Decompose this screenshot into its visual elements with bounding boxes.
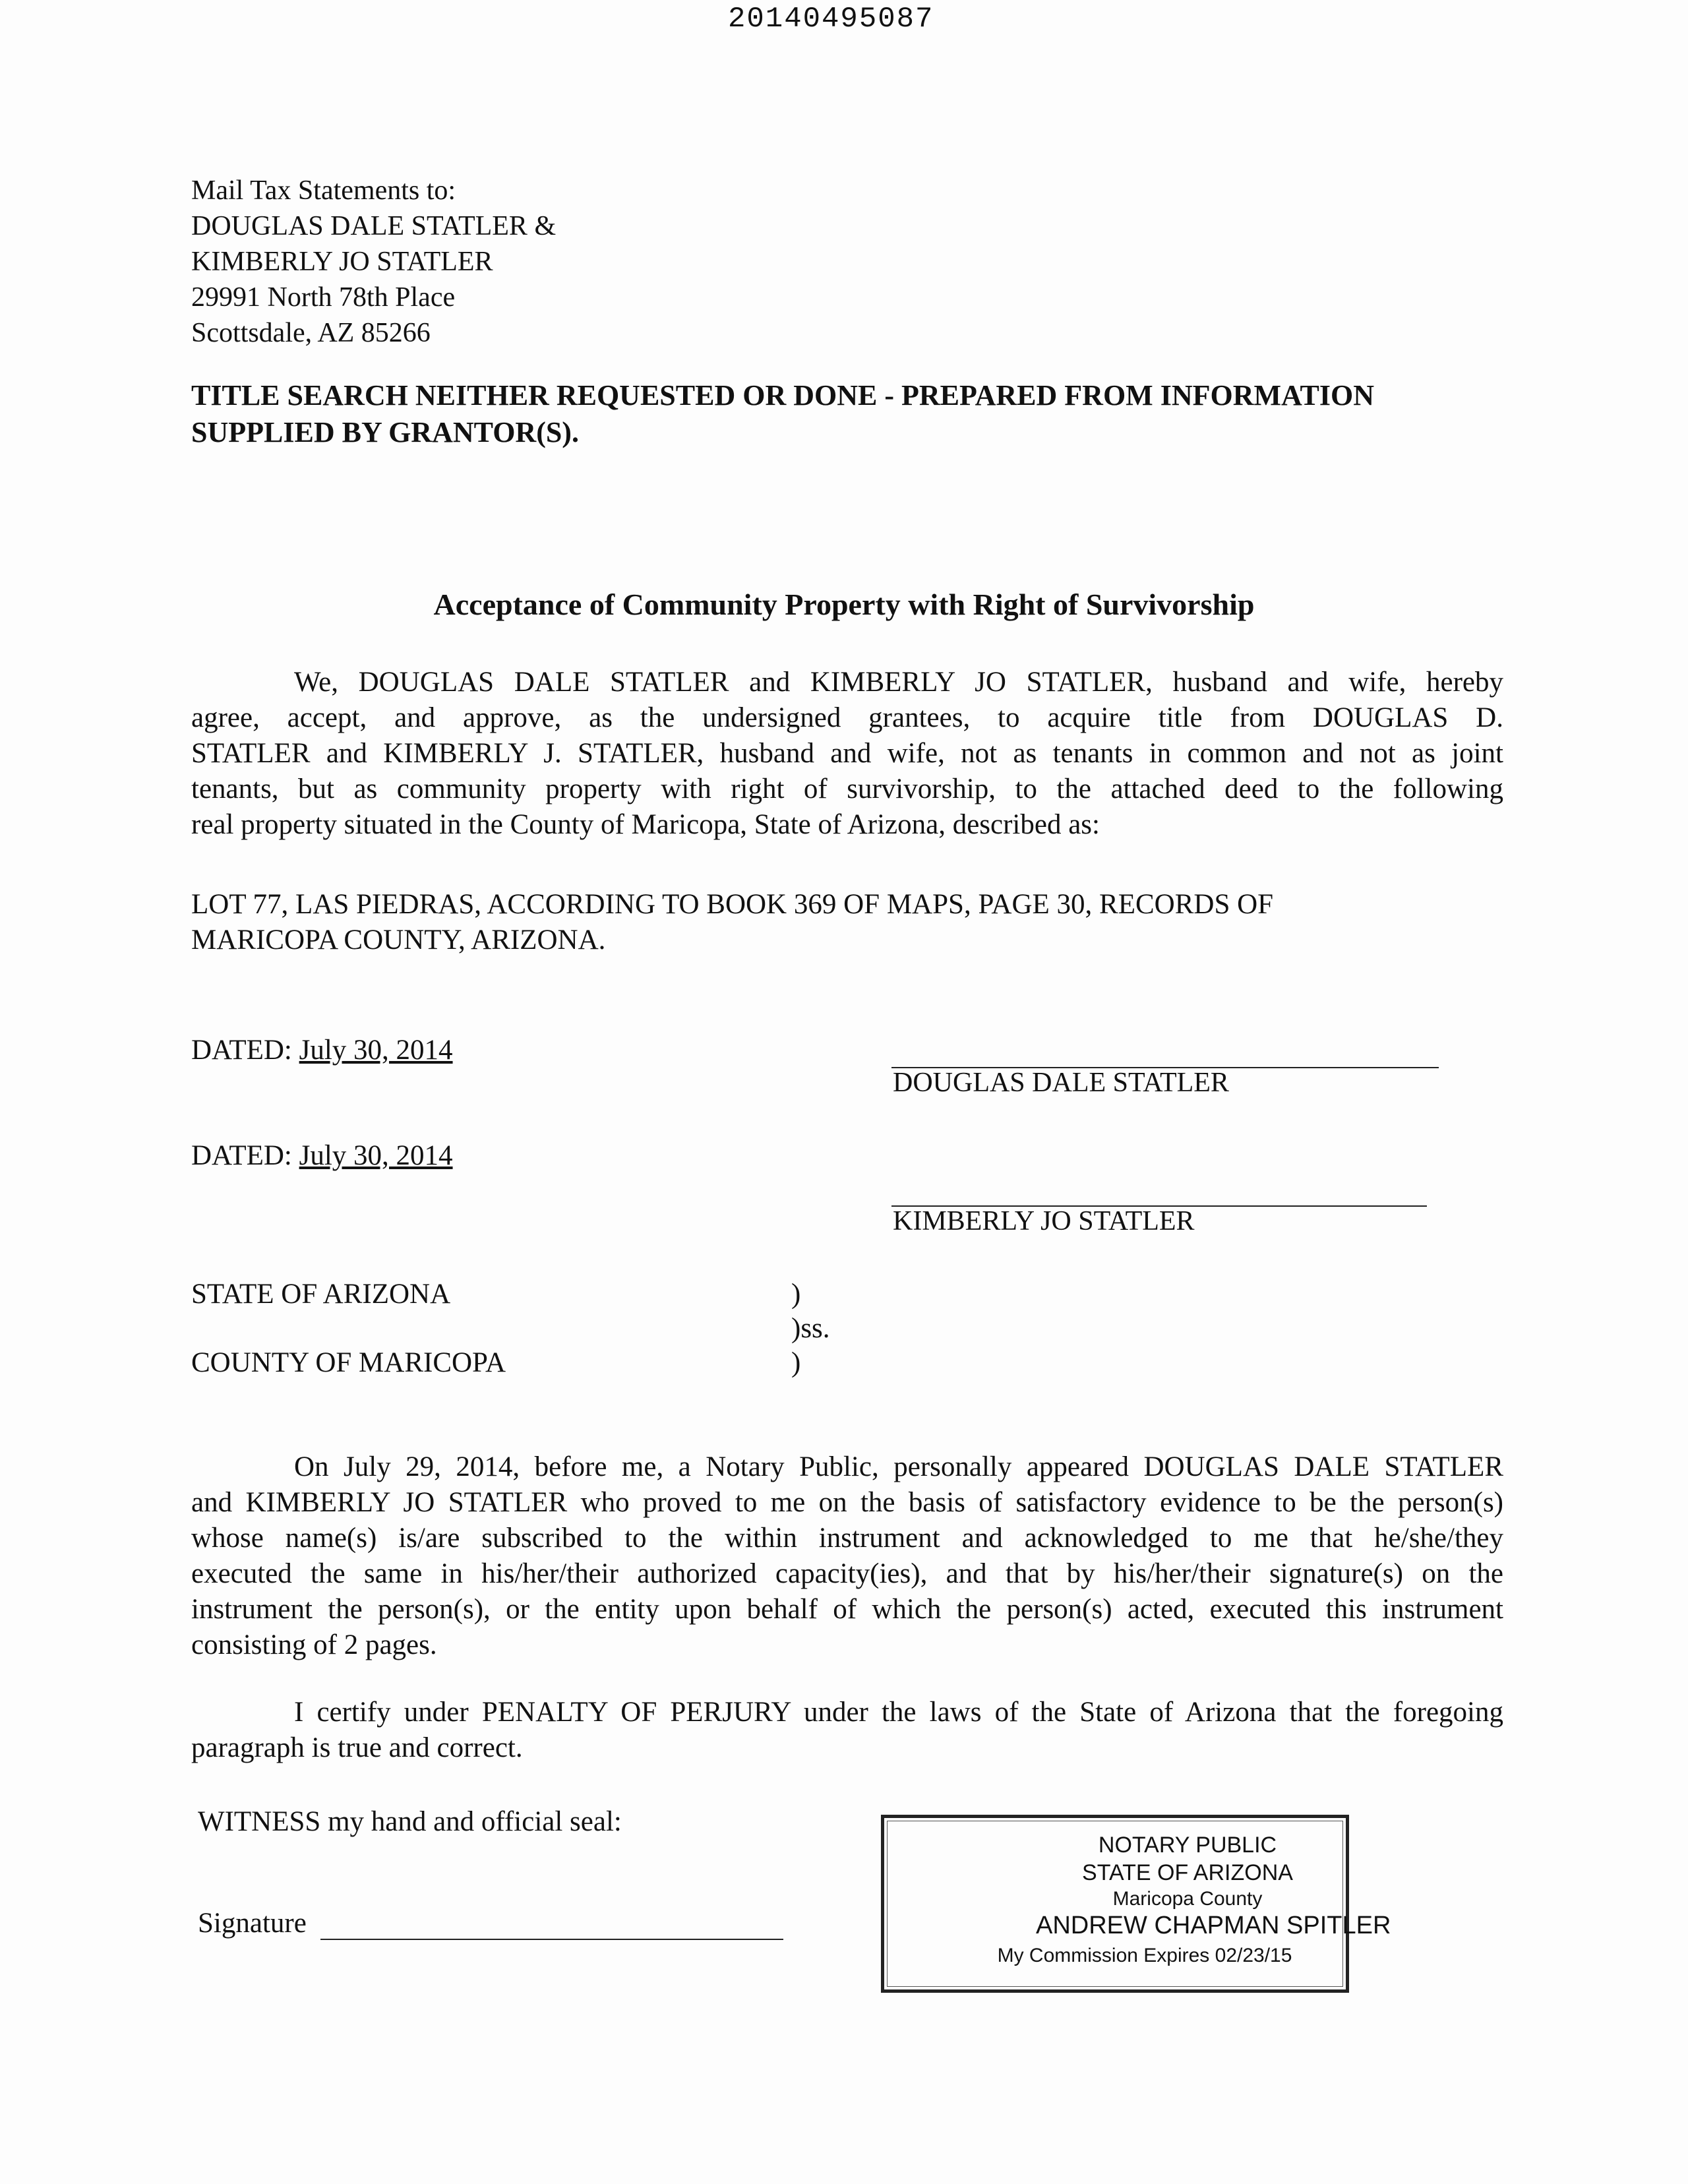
paragraph-line: instrument the person(s), or the entity upon behalf of which the person(s) acted, executed this instrument (191, 1594, 1503, 1625)
notary-signature-line (320, 1939, 783, 1940)
mail-tax-statements-block (191, 173, 556, 351)
signer-name-1: DOUGLAS DALE STATLER (893, 1068, 1229, 1098)
paragraph-line: real property situated in the County of Maricopa, State of Arizona, described as: (191, 809, 1100, 840)
acceptance-paragraph (191, 665, 1503, 843)
dated-label: DATED: (191, 1035, 292, 1066)
venue-paren-close: ) (791, 1347, 801, 1378)
venue-paren-open: ) (791, 1279, 801, 1310)
paragraph-line: consisting of 2 pages. (191, 1629, 437, 1660)
witness-label: WITNESS my hand and official seal: (198, 1806, 622, 1837)
legal-description (191, 887, 1273, 958)
notary-seal-stamp (881, 1815, 1391, 1993)
paragraph-line: whose name(s) is/are subscribed to the within instrument and acknowledged to me that he/she/they (191, 1523, 1503, 1554)
paragraph-line: STATLER and KIMBERLY J. STATLER, husband and wife, not as tenants in common and not as joint (191, 738, 1503, 769)
seal-county: Maricopa County (1112, 1888, 1263, 1910)
notice-line: SUPPLIED BY GRANTOR(S). (191, 416, 579, 448)
mail-line: 29991 North 78th Place (191, 282, 456, 313)
notary-acknowledgment-paragraph (191, 1449, 1503, 1663)
paragraph-line: executed the same in his/her/their authorized capacity(ies), and that by his/her/their signature(s) on the (191, 1558, 1503, 1589)
dated-row-1 (191, 1034, 453, 1066)
venue-ss: )ss. (791, 1313, 830, 1344)
dated-date: July 30, 2014 (299, 1035, 453, 1066)
document-title: Acceptance of Community Property with Right of Survivorship (433, 588, 1255, 621)
perjury-paragraph (191, 1695, 1503, 1766)
legal-line: MARICOPA COUNTY, ARIZONA. (191, 925, 606, 956)
recording-number: 20140495087 (728, 3, 934, 36)
legal-line: LOT 77, LAS PIEDRAS, ACCORDING TO BOOK 369 OF MAPS, PAGE 30, RECORDS OF (191, 889, 1274, 920)
paragraph-line: tenants, but as community property with right of survivorship, to the attached deed to the following (191, 774, 1503, 804)
paragraph-line: and KIMBERLY JO STATLER who proved to me on the basis of satisfactory evidence to be the person(s) (191, 1487, 1503, 1518)
paragraph-line: I certify under PENALTY OF PERJURY under the laws of the State of Arizona that the foregoing (294, 1697, 1503, 1728)
mail-line: KIMBERLY JO STATLER (191, 247, 493, 277)
dated-label: DATED: (191, 1140, 292, 1171)
seal-notary-name: ANDREW CHAPMAN SPITLER (1036, 1912, 1391, 1939)
title-search-notice (191, 377, 1510, 451)
signer-name-2: KIMBERLY JO STATLER (893, 1206, 1195, 1236)
paragraph-line: On July 29, 2014, before me, a Notary Public, personally appeared DOUGLAS DALE STATLER (294, 1451, 1503, 1482)
venue-state: STATE OF ARIZONA (191, 1279, 451, 1310)
dated-row-2 (191, 1139, 453, 1172)
seal-state: STATE OF ARIZONA (1082, 1860, 1293, 1885)
paragraph-line: paragraph is true and correct. (191, 1732, 523, 1763)
seal-commission: My Commission Expires 02/23/15 (997, 1945, 1292, 1966)
mail-heading: Mail Tax Statements to: (191, 175, 456, 206)
signature-label: Signature (198, 1908, 307, 1939)
dated-date: July 30, 2014 (299, 1140, 453, 1171)
seal-notary-public: NOTARY PUBLIC (1098, 1833, 1277, 1858)
mail-line: Scottsdale, AZ 85266 (191, 318, 431, 348)
notice-line: TITLE SEARCH NEITHER REQUESTED OR DONE - PREPARED FROM INFORMATION (191, 379, 1374, 411)
paragraph-line: agree, accept, and approve, as the undersigned grantees, to acquire title from DOUGLAS D. (191, 702, 1503, 733)
venue-county: COUNTY OF MARICOPA (191, 1347, 506, 1378)
mail-line: DOUGLAS DALE STATLER & (191, 211, 557, 241)
paragraph-line: We, DOUGLAS DALE STATLER and KIMBERLY JO STATLER, husband and wife, hereby (294, 667, 1503, 698)
